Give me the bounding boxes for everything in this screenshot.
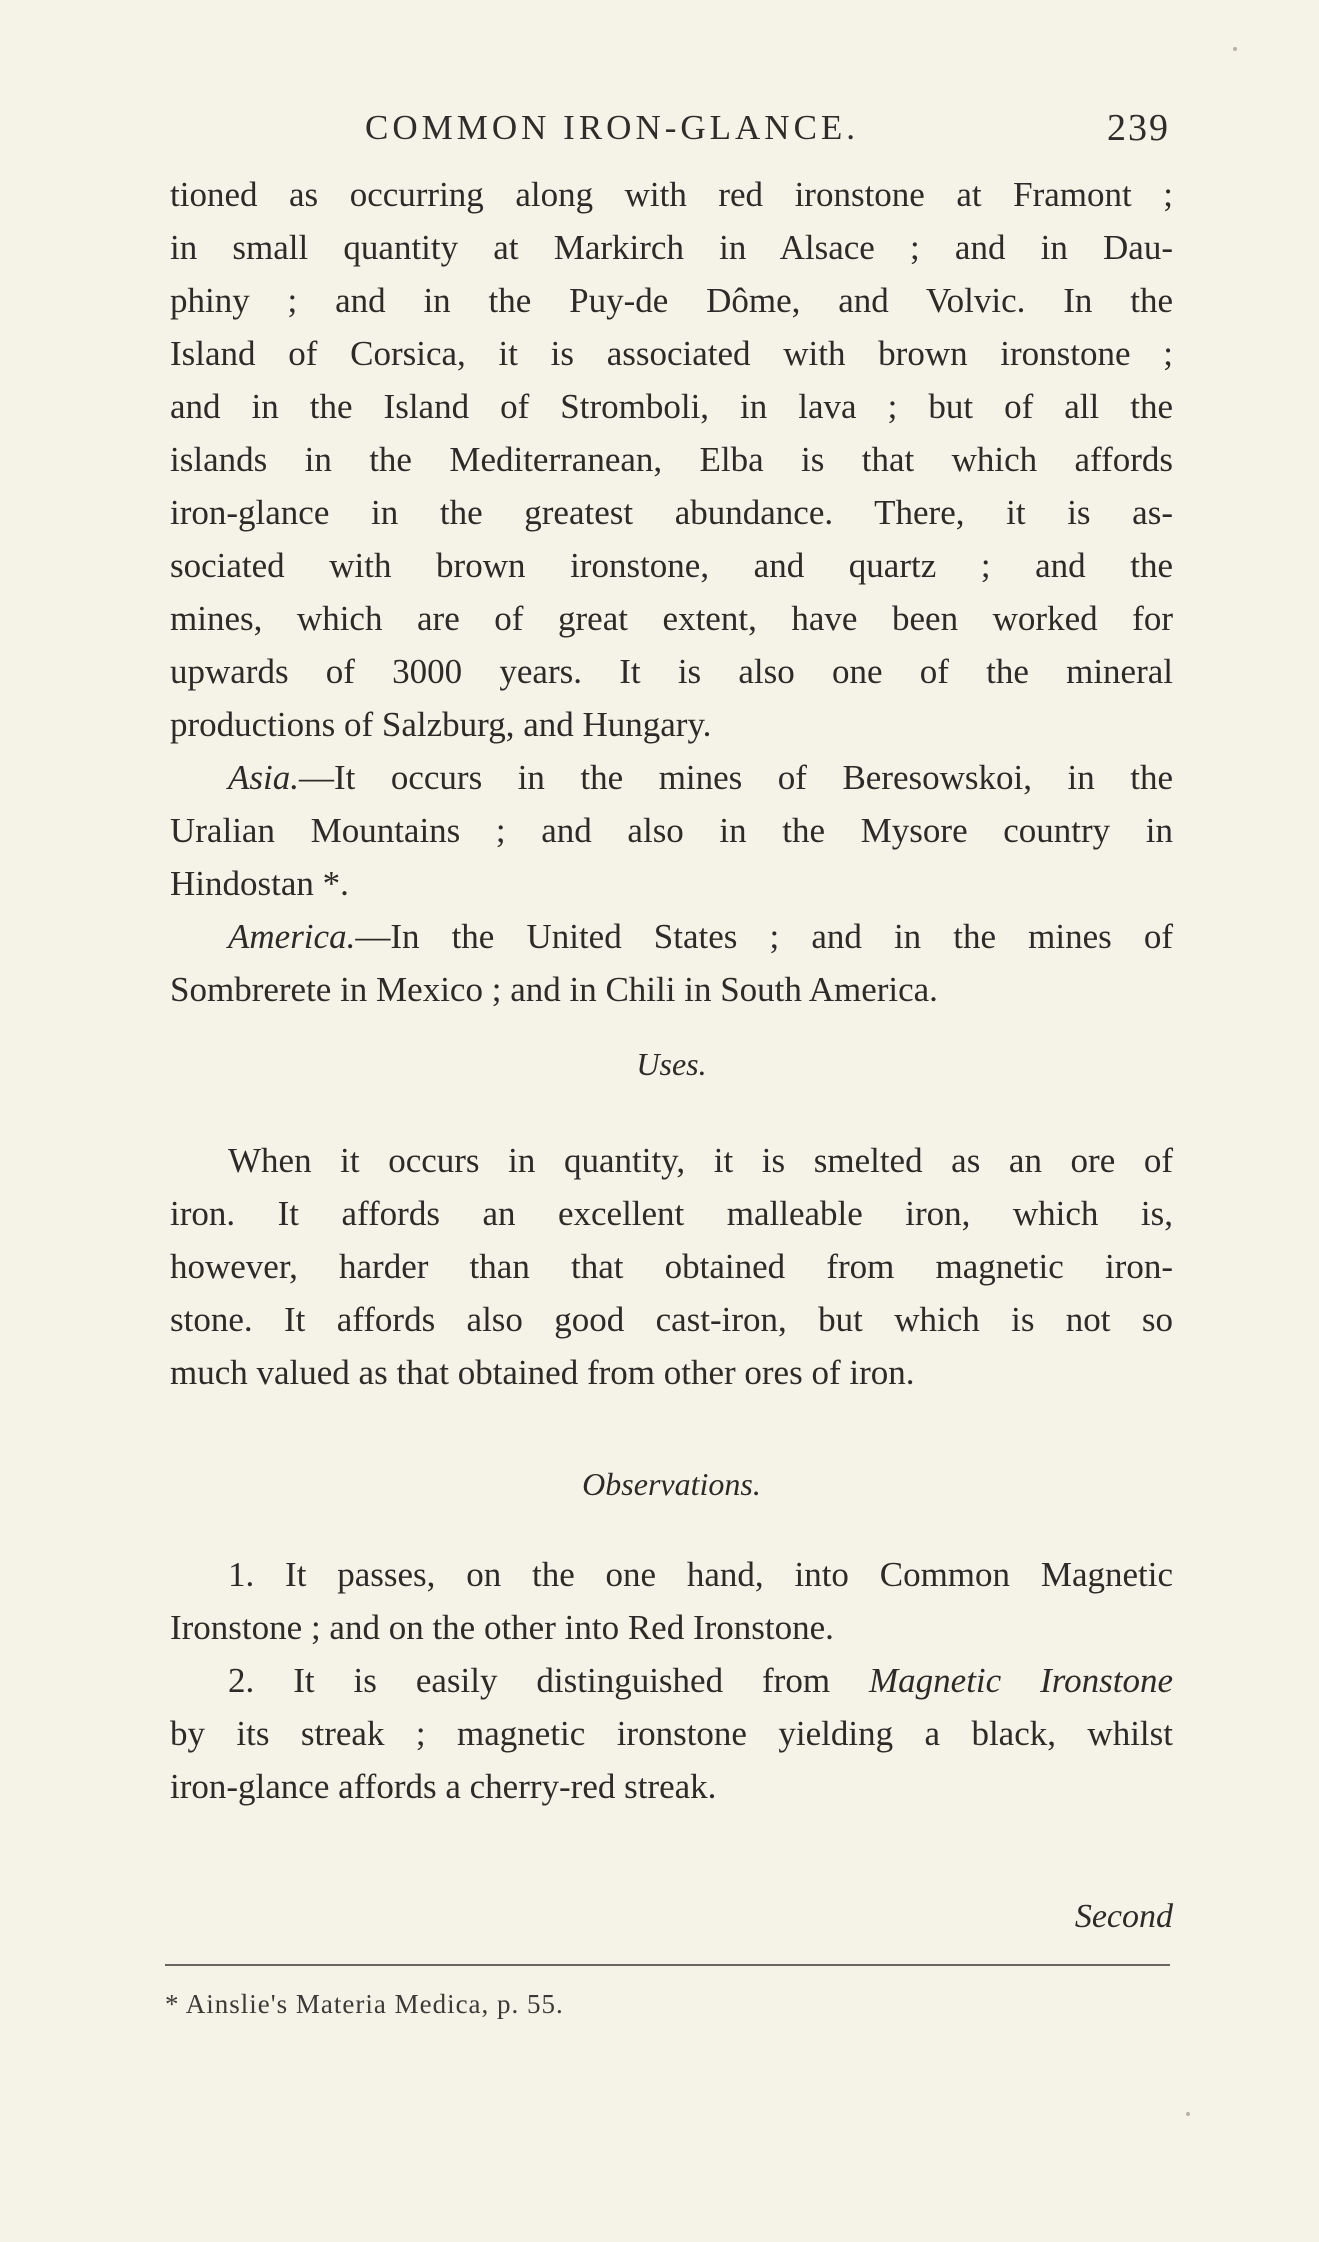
paragraph-asia [170,751,1173,910]
text-line: tioned as occurring along with red ironstone at Framont ; [170,175,1173,214]
main-text [170,168,1173,1935]
text-line: however, harder than that obtained from magnetic iron- [170,1247,1173,1286]
observations-heading: Observations. [582,1466,761,1502]
mineral-name-italic: Magnetic Ironstone [869,1661,1173,1700]
catchword: Second [1074,1898,1173,1935]
text-line: Uralian Mountains ; and also in the Mysore country in [170,811,1173,850]
observation-item-2-line [170,1654,1173,1707]
observation-item-1-line: Ironstone ; and on the other into Red Ironstone. [170,1608,834,1647]
observation-item-2-line: by its streak ; magnetic ironstone yielding a black, whilst [170,1714,1173,1753]
observation-item-1-line: 1. It passes, on the one hand, into Common Magnetic [228,1555,1173,1594]
region-label-america: America. [228,917,356,956]
text-line: sociated with brown ironstone, and quartz ; and the [170,546,1173,585]
text-line: much valued as that obtained from other ores of iron. [170,1353,915,1392]
paper-speck [1186,2112,1190,2116]
observation-item-2-line: iron-glance affords a cherry-red streak. [170,1767,717,1806]
region-label-asia: Asia. [228,758,299,797]
text-line [170,910,1173,963]
footnote: * Ainslie's Materia Medica, p. 55. [165,1989,564,2019]
text-run: 2. It is easily distinguished from [228,1661,870,1700]
text-line: iron. It affords an excellent malleable iron, which is, [170,1194,1173,1233]
text-line: stone. It affords also good cast-iron, but which is not so [170,1300,1173,1339]
footnote-rule [165,1964,1170,1966]
page-number: 239 [1107,107,1170,149]
paper-speck [1233,47,1237,51]
paragraph-america [170,910,1173,1016]
text-line: in small quantity at Markirch in Alsace ; and in Dau- [170,228,1173,267]
paragraph-uses [170,1134,1173,1399]
uses-heading: Uses. [636,1046,707,1082]
text-run: —In the United States ; and in the mines of [355,917,1173,956]
text-run: —It occurs in the mines of Beresowskoi, in the [298,758,1173,797]
text-line [170,751,1173,804]
text-line: phiny ; and in the Puy-de Dôme, and Volvic. In the [170,281,1173,320]
paragraph-localities [170,168,1173,751]
text-line: Sombrerete in Mexico ; and in Chili in South America. [170,970,938,1009]
page-header [170,108,1170,158]
text-line: productions of Salzburg, and Hungary. [170,705,712,744]
text-line: upwards of 3000 years. It is also one of the mineral [170,652,1173,691]
text-line: mines, which are of great extent, have been worked for [170,599,1173,638]
text-line: and in the Island of Stromboli, in lava ; but of all the [170,387,1173,426]
observations-list [170,1548,1173,1813]
text-line: Island of Corsica, it is associated with brown ironstone ; [170,334,1173,373]
running-head: COMMON IRON-GLANCE. [365,108,860,147]
text-line: When it occurs in quantity, it is smelted as an ore of [228,1141,1173,1180]
text-line: iron-glance in the greatest abundance. There, it is as- [170,493,1173,532]
text-line: islands in the Mediterranean, Elba is that which affords [170,440,1173,479]
text-line: Hindostan *. [170,864,349,903]
